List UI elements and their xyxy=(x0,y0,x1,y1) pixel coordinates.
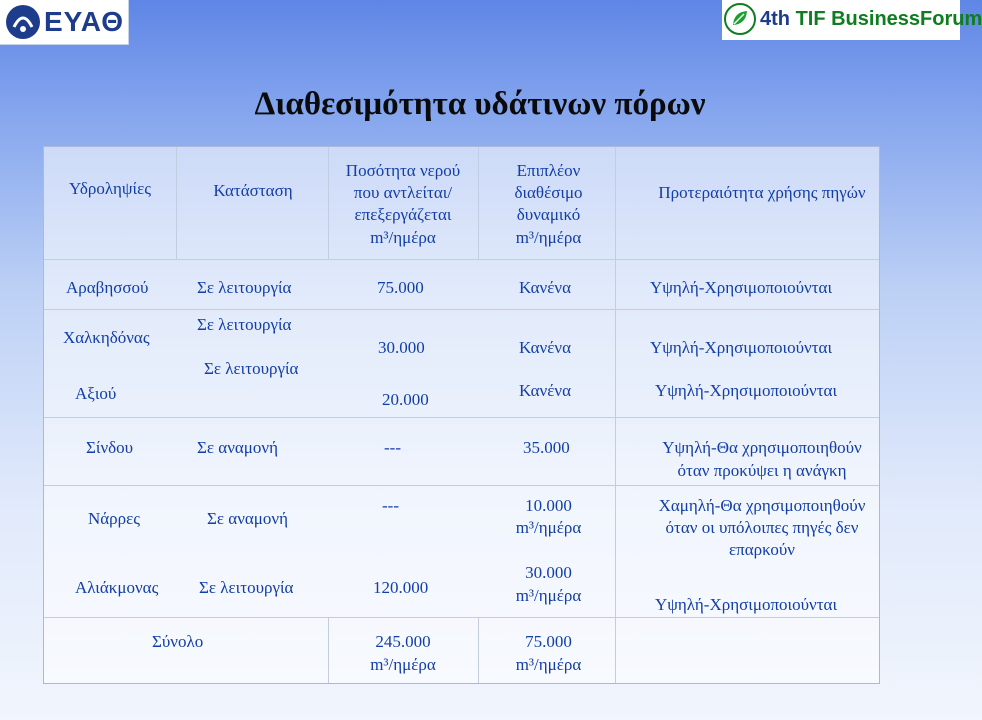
row-axiou-quantity: 20.000 xyxy=(382,390,429,409)
row-aravissou-quantity: 75.000 xyxy=(377,278,424,297)
row-sindou-status: Σε αναμονή xyxy=(197,438,278,457)
total-extra-unit: m³/ημέρα xyxy=(515,655,582,674)
column-divider xyxy=(176,147,177,259)
row-aliakmonas-extra: 30.000 xyxy=(525,563,572,582)
header-extra-unit: m³/ημέρα xyxy=(515,228,582,247)
row-narres-extra-unit: m³/ημέρα xyxy=(515,518,582,537)
row-narres-name: Νάρρες xyxy=(88,509,141,528)
row-divider xyxy=(44,485,879,486)
row-sindou-quantity: --- xyxy=(384,438,401,457)
header-quantity-line1: Ποσότητα νερού xyxy=(345,161,461,180)
header-extra-line2: διαθέσιμο xyxy=(514,183,583,202)
forum-logo-text xyxy=(760,8,982,31)
leaf-emblem-icon xyxy=(724,3,756,35)
row-divider xyxy=(44,259,879,260)
header-quantity-line3: επεξεργάζεται xyxy=(354,205,452,224)
row-divider xyxy=(44,617,879,618)
row-narres-priority-line3: επαρκούν xyxy=(729,540,795,559)
row-sindou-priority-line2: όταν προκύψει η ανάγκη xyxy=(677,461,847,480)
row-chalkidonas-quantity: 30.000 xyxy=(378,338,425,357)
row-chalkidonas-name: Χαλκηδόνας xyxy=(63,328,150,347)
row-narres-priority-line1: Χαμηλή-Θα χρησιμοποιηθούν xyxy=(658,496,866,515)
eyath-logo-text: ΕΥΑΘ xyxy=(44,6,125,37)
total-quantity-unit: m³/ημέρα xyxy=(370,655,436,674)
row-aliakmonas-priority: Υψηλή-Χρησιμοποιούνται xyxy=(655,595,838,614)
forum-edition: 4th xyxy=(760,8,790,30)
header-quantity-unit: m³/ημέρα xyxy=(370,228,436,247)
row-axiou-name: Αξιού xyxy=(75,384,117,403)
row-axiou-status: Σε λειτουργία xyxy=(204,359,299,378)
row-narres-extra: 10.000 xyxy=(525,496,572,515)
row-sindou-extra: 35.000 xyxy=(523,438,570,457)
row-sindou-name: Σίνδου xyxy=(86,438,134,457)
header-extra-line1: Επιπλέον xyxy=(516,161,581,180)
row-divider xyxy=(44,309,879,310)
header-quantity-line2: που αντλείται/ xyxy=(353,183,453,202)
row-sindou-priority-line1: Υψηλή-Θα χρησιμοποιηθούν xyxy=(662,438,862,457)
row-aravissou-extra: Κανένα xyxy=(519,278,571,297)
row-aravissou-name: Αραβησσού xyxy=(66,278,149,297)
row-aliakmonas-status: Σε λειτουργία xyxy=(199,578,294,597)
row-narres-status: Σε αναμονή xyxy=(207,509,288,528)
row-chalkidonas-priority: Υψηλή-Χρησιμοποιούνται xyxy=(650,338,833,357)
column-divider xyxy=(478,147,479,259)
row-chalkidonas-extra: Κανένα xyxy=(519,338,571,357)
total-label: Σύνολο xyxy=(152,632,204,651)
header-priority: Προτεραιότητα χρήσης πηγών xyxy=(658,183,866,202)
header-extra-line3: δυναμικό xyxy=(516,205,581,224)
tif-business-forum-logo xyxy=(722,0,982,40)
row-chalkidonas-status: Σε λειτουργία xyxy=(197,315,292,334)
row-axiou-priority: Υψηλή-Χρησιμοποιούνται xyxy=(655,381,838,400)
row-aliakmonas-name: Αλιάκμονας xyxy=(75,578,159,597)
total-quantity: 245.000 xyxy=(375,632,431,651)
header-status: Κατάσταση xyxy=(213,181,293,200)
row-aliakmonas-quantity: 120.000 xyxy=(373,578,429,597)
row-aravissou-priority: Υψηλή-Χρησιμοποιούνται xyxy=(650,278,833,297)
header-intakes: Υδροληψίες xyxy=(69,179,151,198)
row-aravissou-status: Σε λειτουργία xyxy=(197,278,292,297)
page-title: Διαθεσιμότητα υδάτινων πόρων xyxy=(254,86,706,122)
eyath-emblem-icon xyxy=(4,3,42,41)
column-divider xyxy=(478,617,479,683)
row-narres-priority-line2: όταν οι υπόλοιπες πηγές δεν xyxy=(665,518,859,537)
eyath-logo xyxy=(0,0,129,45)
row-divider xyxy=(44,417,879,418)
row-narres-quantity: --- xyxy=(382,496,399,515)
total-extra: 75.000 xyxy=(525,632,572,651)
row-axiou-extra: Κανένα xyxy=(519,381,571,400)
row-aliakmonas-extra-unit: m³/ημέρα xyxy=(515,586,582,605)
forum-name: TIF BusinessForum xyxy=(795,8,982,30)
